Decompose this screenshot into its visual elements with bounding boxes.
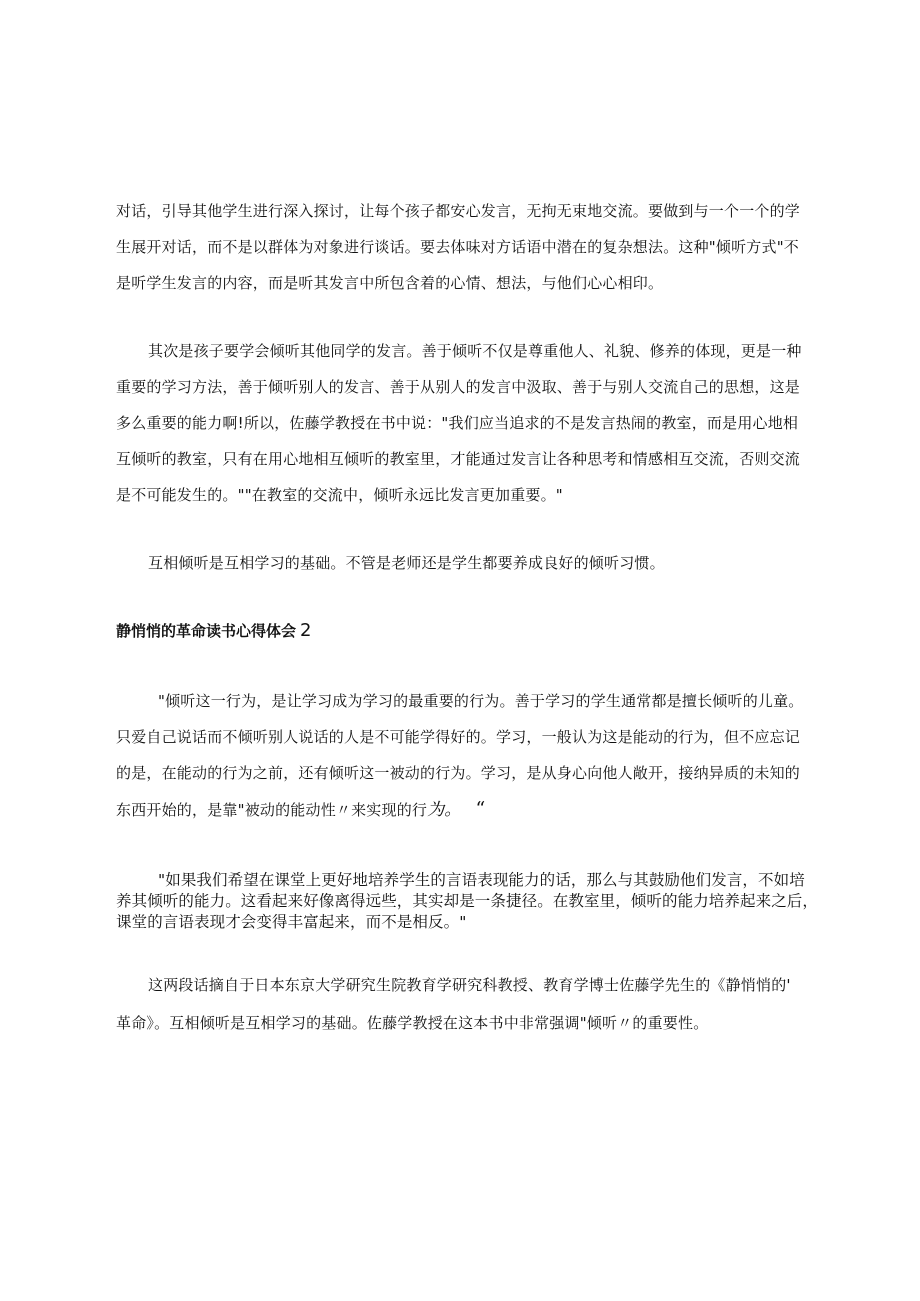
para1-line-2: 生展开对话，而不是以群体为对象进行谈话。要去体味对方话语中潜在的复杂想法。这种"倾听方式"不 [116, 238, 800, 256]
closing-quote-mark: “ [475, 798, 486, 820]
para6-line-1: 这两段话摘自于日本东京大学研究生院教育学研究科教授、教育学博士佐藤学先生的《静悄悄的' [148, 976, 791, 994]
para5-line-3: 课堂的言语表现才会变得丰富起来，而不是相反。" [116, 913, 467, 931]
para4-line-1: "倾听这一行为，是让学习成为学习的最重要的行为。善于学习的学生通常都是擅长倾听的儿童。 [158, 692, 804, 710]
para5-line-1: "如果我们希望在课堂上更好地培养学生的言语表现能力的话，那么与其鼓励他们发言，不如培 [158, 871, 805, 889]
heading-text: 静悄悄的革命读书心得体会 [116, 622, 297, 640]
para2-line-3: 多么重要的能力啊!所以，佐藤学教授在书中说："我们应当追求的不是发言热闹的教室，而是用心地相 [116, 414, 799, 432]
para2-line-4: 互倾听的教室，只有在用心地相互倾听的教室里，才能通过发言让各种思考和情感相互交流，否则交流 [116, 450, 801, 468]
para4-line-2: 只爱自己说话而不倾听别人说话的人是不可能学得好的。学习，一般认为这是能动的行为，但不应忘记 [116, 728, 801, 746]
para1-line-3: 是听学生发言的内容，而是听其发言中所包含着的心情、想法，与他们心心相印。 [116, 274, 664, 292]
para1-line-1: 对话，引导其他学生进行深入探讨，让每个孩子都安心发言，无拘无束地交流。要做到与一个一个的学 [116, 202, 801, 220]
para5-line-2: 养其倾听的能力。这看起来好像离得远些，其实却是一条捷径。在教室里，倾听的能力培养起来之后， [116, 892, 819, 910]
para3-line-1: 互相倾听是互相学习的基础。不管是老师还是学生都要养成良好的倾听习惯。 [148, 554, 665, 572]
para2-line-2: 重要的学习方法，善于倾听别人的发言、善于从别人的发言中汲取、善于与别人交流自己的思想，这是 [116, 378, 801, 396]
para2-line-1: 其次是孩子要学会倾听其他同学的发言。善于倾听不仅是尊重他人、礼貌、修养的体现，更是一种 [148, 342, 802, 360]
section-heading [116, 620, 311, 642]
para4-line-4 [116, 799, 485, 820]
para4-line-4-text: 东西开始的，是靠"被动的能动性〃来实现的行 [116, 801, 428, 819]
para4-line-3: 的是，在能动的行为之前，还有倾听这一被动的行为。学习，是从身心向他人敞开，接纳异质的未知的 [116, 764, 801, 782]
heading-number: 2 [300, 620, 312, 641]
para2-line-5: 是不可能发生的。""在教室的交流中，倾听永远比发言更加重要。" [116, 486, 563, 504]
para6-line-2: 革命》。互相倾听是互相学习的基础。佐藤学教授在这本书中非常强调"倾听〃的重要性。 [116, 1014, 709, 1032]
para4-italic-tail: 为。 [427, 800, 462, 820]
